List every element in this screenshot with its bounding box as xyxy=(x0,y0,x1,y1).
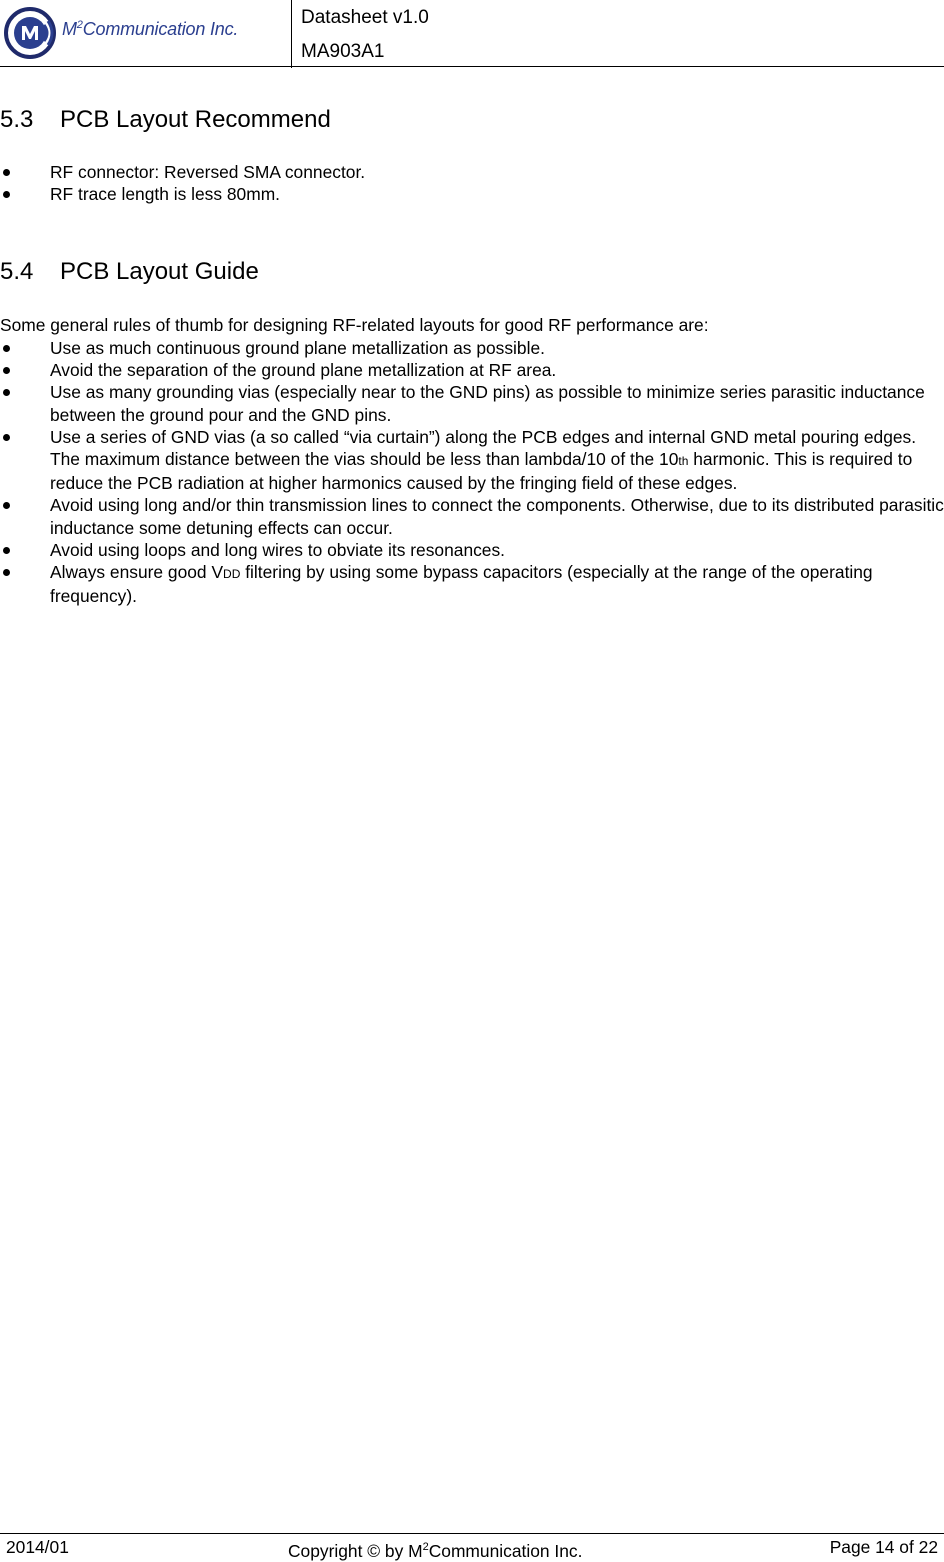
intro-paragraph: Some general rules of thumb for designing RF-related layouts for good RF performance are: xyxy=(0,315,709,335)
list-item-text-cont: filtering by using some bypass capacitors (especially at the range of the operating frequency). xyxy=(50,562,873,607)
logo-emblem-icon xyxy=(4,6,60,60)
bullet-list-5-3 xyxy=(0,161,944,205)
list-item xyxy=(0,359,944,381)
bullet-icon xyxy=(3,569,10,576)
list-item xyxy=(0,539,944,561)
list-item-text: Avoid the separation of the ground plane metallization at RF area. xyxy=(50,360,557,381)
list-item xyxy=(0,561,944,607)
list-item-text: RF connector: Reversed SMA connector. xyxy=(50,162,366,182)
bullet-icon xyxy=(3,502,10,509)
company-logo xyxy=(0,0,290,66)
footer-copyright xyxy=(288,1536,582,1562)
list-item xyxy=(0,161,944,183)
bullet-icon xyxy=(3,191,10,198)
list-item xyxy=(0,337,944,359)
page-header xyxy=(0,0,944,68)
list-item-text-cont: harmonic. This is required to reduce the PCB radiation at higher harmonics caused by the fringing field of these edges. xyxy=(50,449,913,494)
section-number: 5.3 xyxy=(0,106,34,133)
list-item-text: Avoid using long and/or thin transmission lines to connect the components. Otherwise, due to its distributed parasitic inductance some detuning effects can occur. xyxy=(50,495,944,538)
document-version: Datasheet v1.0 xyxy=(301,7,429,28)
logo-superscript: 2 xyxy=(76,19,83,31)
list-item xyxy=(0,426,944,495)
bullet-icon xyxy=(3,547,10,554)
bullet-list-5-4 xyxy=(0,337,944,607)
header-divider-vertical xyxy=(291,0,292,68)
bullet-icon xyxy=(3,434,10,441)
page-number: Page 14 of 22 xyxy=(829,1537,938,1557)
section-number: 5.4 xyxy=(0,258,34,285)
logo-wordmark xyxy=(62,19,238,40)
copyright-superscript: 2 xyxy=(422,1541,429,1553)
part-number: MA903A1 xyxy=(301,41,385,62)
bullet-icon xyxy=(3,367,10,374)
footer-divider xyxy=(0,1533,944,1534)
section-title: PCB Layout Guide xyxy=(60,258,259,285)
list-item xyxy=(0,183,944,205)
footer-date: 2014/01 xyxy=(6,1537,69,1557)
list-item-text: Always ensure good V xyxy=(50,562,224,583)
list-item-text: Use as much continuous ground plane metallization as possible. xyxy=(50,338,545,358)
bullet-icon xyxy=(3,345,10,352)
logo-company-name: Communication Inc. xyxy=(82,19,239,39)
logo-letter: M xyxy=(62,19,77,39)
ordinal-suffix: th xyxy=(678,454,689,469)
section-heading-5-3 xyxy=(0,106,331,134)
list-item-text: Use as many grounding vias (especially near to the GND pins) as possible to minimize series parasitic inductance between the ground pour and the GND pins. xyxy=(50,382,925,425)
copyright-company: Communication Inc. xyxy=(428,1541,583,1561)
header-divider-horizontal xyxy=(0,66,944,67)
list-item-text: Use a series of GND vias (a so called “via curtain”) along the PCB edges and internal GND metal pouring edges. The maximum distance between the vias should be less than lambda/10 of the 10 xyxy=(50,426,917,470)
bullet-icon xyxy=(3,389,10,396)
bullet-icon xyxy=(3,169,10,176)
list-item-text: Avoid using loops and long wires to obviate its resonances. xyxy=(50,539,506,560)
list-item xyxy=(0,381,944,425)
subscript-dd: DD xyxy=(223,567,241,582)
list-item-text: RF trace length is less 80mm. xyxy=(50,184,281,205)
list-item xyxy=(0,494,944,538)
copyright-text: Copyright © by M xyxy=(288,1541,423,1561)
section-title: PCB Layout Recommend xyxy=(60,106,331,133)
section-heading-5-4 xyxy=(0,258,259,286)
